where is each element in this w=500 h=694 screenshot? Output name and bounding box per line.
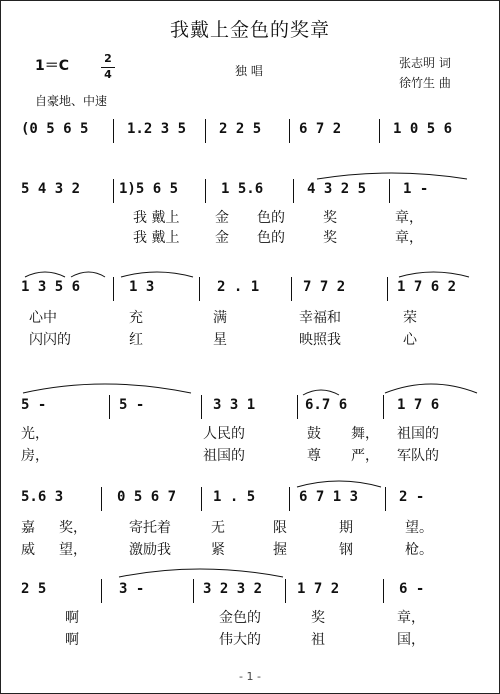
- lyric-syllable: 严，: [351, 448, 379, 464]
- lyric-syllable: 伟大的: [219, 632, 261, 648]
- lyrics-row-5b: [21, 539, 481, 557]
- bar-6-3: 3 2 3 2: [203, 581, 263, 597]
- lyric-syllable: 寄托着: [129, 520, 171, 536]
- lyric-syllable: 啊: [65, 632, 79, 648]
- bar-5-3: 1 . 5: [213, 489, 256, 505]
- bar-5-2: 0 5 6 7: [117, 489, 177, 505]
- notation-row-2: [21, 181, 481, 207]
- lyric-syllable: 军队的: [397, 448, 439, 464]
- lyrics-row-5a: [21, 517, 481, 535]
- bar-2-3: 1 5.6: [221, 181, 264, 197]
- bar-3-2: 1 3: [129, 279, 155, 295]
- bar-line: [291, 277, 292, 301]
- key-signature: 1＝C: [35, 58, 70, 74]
- lyric-syllable: 祖国的: [203, 448, 245, 464]
- time-signature: [101, 53, 115, 81]
- bar-line: [379, 119, 380, 143]
- bar-6-2: 3 -: [119, 581, 145, 597]
- bar-line: [389, 179, 390, 203]
- lyric-syllable: 映照我: [299, 332, 341, 348]
- lyric-syllable: 激励我: [129, 542, 171, 558]
- bar-line: [201, 487, 202, 511]
- lyric-syllable: 房，: [21, 448, 49, 464]
- bar-2-2: 1)5 6 5: [119, 181, 179, 197]
- bar-line: [113, 277, 114, 301]
- lyric-syllable: 我 戴上: [133, 230, 180, 246]
- notation-row-4: [21, 397, 481, 423]
- lyric-syllable: 嘉: [21, 520, 35, 536]
- page-number: - 1 -: [239, 670, 261, 683]
- lyric-syllable: 章，: [395, 210, 423, 226]
- lyric-syllable: 红: [129, 332, 143, 348]
- notation-row-3: [21, 279, 481, 305]
- lyric-syllable: 国，: [397, 632, 425, 648]
- lyric-syllable: 舞，: [351, 426, 379, 442]
- lyric-syllable: 望，: [59, 542, 87, 558]
- bar-line: [201, 395, 202, 419]
- bar-line: [113, 119, 114, 143]
- bar-4-1: 5 -: [21, 397, 47, 413]
- bar-line: [297, 395, 298, 419]
- time-denominator: 4: [104, 67, 112, 81]
- bar-line: [109, 395, 110, 419]
- bar-line: [387, 277, 388, 301]
- lyric-syllable: 章，: [395, 230, 423, 246]
- lyrics-row-6a: [21, 607, 481, 625]
- lyric-syllable: 光，: [21, 426, 49, 442]
- bar-4-3: 3 3 1: [213, 397, 256, 413]
- lyric-syllable: 心中: [29, 310, 57, 326]
- bar-line: [101, 487, 102, 511]
- bar-6-5: 6 -: [399, 581, 425, 597]
- lyric-syllable: 尊: [307, 448, 321, 464]
- bar-line: [205, 119, 206, 143]
- bar-1-2: 1.2 3 5: [127, 121, 187, 137]
- lyric-syllable: 望。: [405, 520, 433, 536]
- lyric-syllable: 奖: [323, 210, 337, 226]
- bar-2-5: 1 -: [403, 181, 429, 197]
- lyricist-credit: 张志明 词: [399, 56, 451, 70]
- bar-1-1: (0 5 6 5: [21, 121, 89, 137]
- bar-line: [385, 487, 386, 511]
- lyric-syllable: 人民的: [203, 426, 245, 442]
- lyric-syllable: 幸福和: [299, 310, 341, 326]
- bar-line: [289, 119, 290, 143]
- bar-1-4: 6 7 2: [299, 121, 342, 137]
- bar-6-4: 1 7 2: [297, 581, 340, 597]
- notation-row-1: [21, 121, 481, 147]
- bar-5-5: 2 -: [399, 489, 425, 505]
- lyric-syllable: 色的: [257, 230, 285, 246]
- lyrics-row-2a: [21, 207, 481, 225]
- bar-line: [383, 579, 384, 603]
- notation-row-5: [21, 489, 481, 515]
- lyric-syllable: 期: [339, 520, 353, 536]
- lyric-syllable: 鼓: [307, 426, 321, 442]
- lyric-syllable: 金色的: [219, 610, 261, 626]
- lyric-syllable: 祖国的: [397, 426, 439, 442]
- bar-line: [285, 579, 286, 603]
- lyric-syllable: 章，: [397, 610, 425, 626]
- bar-4-4: 6.7 6: [305, 397, 348, 413]
- bar-line: [193, 579, 194, 603]
- bar-5-1: 5.6 3: [21, 489, 64, 505]
- bar-6-1: 2 5: [21, 581, 47, 597]
- lyric-syllable: 心: [403, 332, 417, 348]
- lyric-syllable: 紧: [211, 542, 225, 558]
- song-title: 我戴上金色的奖章: [169, 19, 330, 41]
- lyric-syllable: 星: [213, 332, 227, 348]
- lyrics-row-3a: [21, 307, 481, 325]
- bar-4-2: 5 -: [119, 397, 145, 413]
- bar-5-4: 6 7 1 3: [299, 489, 359, 505]
- bar-line: [293, 179, 294, 203]
- lyric-syllable: 奖: [323, 230, 337, 246]
- bar-line: [101, 579, 102, 603]
- lyric-syllable: 充: [129, 310, 143, 326]
- lyrics-row-4a: [21, 423, 481, 441]
- bar-2-1: 5 4 3 2: [21, 181, 81, 197]
- performance-type: 独 唱: [235, 64, 263, 78]
- time-numerator: 2: [104, 52, 112, 65]
- bar-line: [289, 487, 290, 511]
- lyrics-row-3b: [21, 329, 481, 347]
- lyric-syllable: 握: [273, 542, 287, 558]
- lyric-syllable: 威: [21, 542, 35, 558]
- bar-1-3: 2 2 5: [219, 121, 262, 137]
- lyrics-row-4b: [21, 445, 481, 463]
- lyric-syllable: 啊: [65, 610, 79, 626]
- lyrics-row-6b: [21, 629, 481, 647]
- lyric-syllable: 枪。: [405, 542, 433, 558]
- tempo-marking: 自豪地、中速: [35, 94, 108, 108]
- bar-1-5: 1 0 5 6: [393, 121, 453, 137]
- bar-line: [199, 277, 200, 301]
- lyric-syllable: 金: [215, 230, 229, 246]
- lyric-syllable: 色的: [257, 210, 285, 226]
- lyric-syllable: 闪闪的: [29, 332, 71, 348]
- bar-line: [383, 395, 384, 419]
- lyric-syllable: 奖，: [59, 520, 87, 536]
- bar-3-5: 1 7 6 2: [397, 279, 457, 295]
- lyric-syllable: 限: [273, 520, 287, 536]
- bar-line: [113, 179, 114, 203]
- bar-3-1: 1 3 5 6: [21, 279, 81, 295]
- lyric-syllable: 奖: [311, 610, 325, 626]
- lyric-syllable: 荣: [403, 310, 417, 326]
- lyric-syllable: 钢: [339, 542, 353, 558]
- lyric-syllable: 我 戴上: [133, 210, 180, 226]
- lyric-syllable: 满: [213, 310, 227, 326]
- bar-line: [205, 179, 206, 203]
- lyric-syllable: 无: [211, 520, 225, 536]
- lyric-syllable: 祖: [311, 632, 325, 648]
- composer-credit: 徐竹生 曲: [399, 76, 451, 90]
- bar-2-4: 4 3 2 5: [307, 181, 367, 197]
- bar-3-4: 7 7 2: [303, 279, 346, 295]
- bar-4-5: 1 7 6: [397, 397, 440, 413]
- lyrics-row-2b: [21, 227, 481, 245]
- notation-row-6: [21, 581, 481, 607]
- lyric-syllable: 金: [215, 210, 229, 226]
- bar-3-3: 2 . 1: [217, 279, 260, 295]
